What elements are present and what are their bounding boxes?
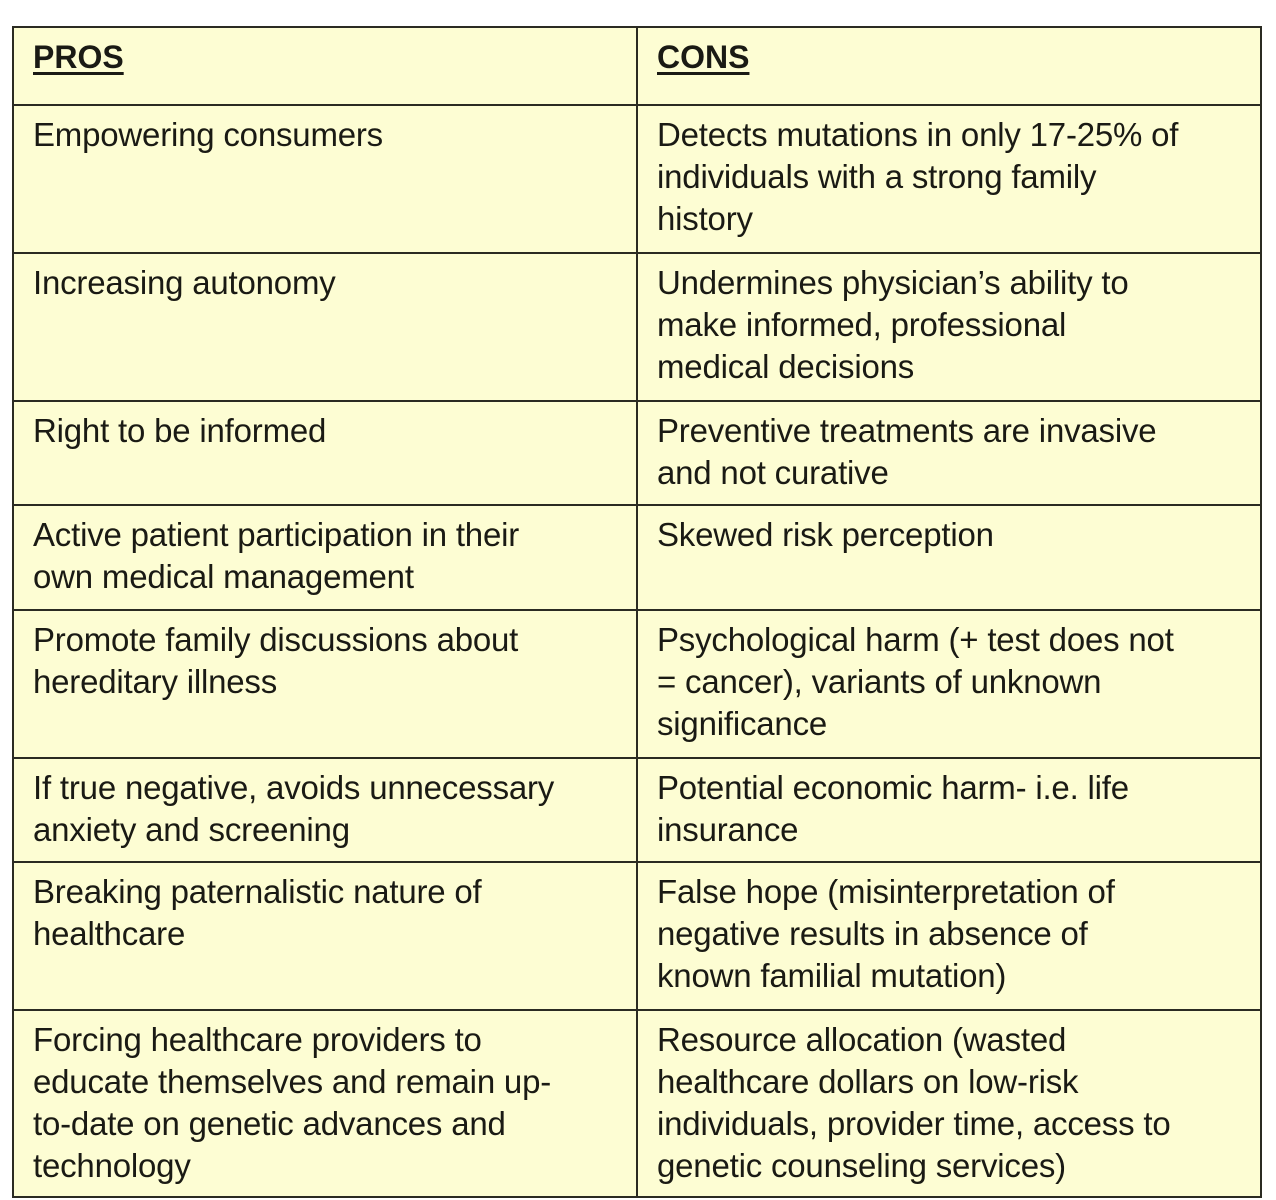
cons-text: Detects mutations in only 17-25% of (657, 116, 1179, 153)
cons-text: history (657, 200, 753, 237)
cons-cell (638, 506, 1260, 609)
pros-cell (14, 402, 638, 504)
pros-text: Active patient participation in their (33, 516, 520, 553)
cons-cell (638, 254, 1260, 400)
pros-text: hereditary illness (33, 663, 278, 700)
cons-text: medical decisions (657, 348, 915, 385)
cons-cell (638, 106, 1260, 252)
cons-text: = cancer), variants of unknown (657, 663, 1102, 700)
pros-cell (14, 863, 638, 1009)
pros-cell (14, 759, 638, 861)
cons-text: False hope (misinterpretation of (657, 873, 1115, 910)
cons-text: individuals, provider time, access to (657, 1105, 1171, 1142)
pros-cell (14, 106, 638, 252)
cons-cell (638, 402, 1260, 504)
table-row (14, 759, 1260, 863)
pros-cell (14, 254, 638, 400)
cons-text: Skewed risk perception (657, 516, 994, 553)
pros-text: Promote family discussions about (33, 621, 519, 658)
pros-heading: PROS (33, 39, 124, 75)
cons-cell (638, 611, 1260, 757)
pros-cell (14, 506, 638, 609)
cons-text: negative results in absence of (657, 915, 1088, 952)
pros-text: to-date on genetic advances and (33, 1105, 506, 1142)
table-row (14, 506, 1260, 611)
cons-text: and not curative (657, 454, 889, 491)
pros-text: If true negative, avoids unnecessary (33, 769, 555, 806)
pros-text: anxiety and screening (33, 811, 350, 848)
cons-text: make informed, professional (657, 306, 1067, 343)
pros-cons-table (12, 26, 1262, 1198)
pros-cell (14, 1011, 638, 1196)
cons-text: healthcare dollars on low-risk (657, 1063, 1079, 1100)
table-row (14, 1011, 1260, 1196)
table-row (14, 863, 1260, 1011)
cons-text: Preventive treatments are invasive (657, 412, 1157, 449)
pros-text: healthcare (33, 915, 186, 952)
pros-text: Increasing autonomy (33, 264, 336, 301)
pros-cell (14, 611, 638, 757)
cons-text: insurance (657, 811, 799, 848)
table-row (14, 402, 1260, 506)
cons-text: known familial mutation) (657, 957, 1007, 994)
table-row (14, 611, 1260, 759)
pros-text: Right to be informed (33, 412, 327, 449)
cons-cell (638, 759, 1260, 861)
pros-text: Breaking paternalistic nature of (33, 873, 482, 910)
cons-text: individuals with a strong family (657, 158, 1097, 195)
pros-text: educate themselves and remain up- (33, 1063, 552, 1100)
cons-heading: CONS (657, 39, 750, 75)
cons-cell (638, 1011, 1260, 1196)
pros-text: own medical management (33, 558, 414, 595)
table-row (14, 254, 1260, 402)
table-row (14, 106, 1260, 254)
pros-text: Forcing healthcare providers to (33, 1021, 482, 1058)
cons-text: Resource allocation (wasted (657, 1021, 1067, 1058)
cons-text: Psychological harm (+ test does not (657, 621, 1174, 658)
cons-text: Undermines physician’s ability to (657, 264, 1129, 301)
pros-text: technology (33, 1147, 191, 1184)
cons-text: genetic counseling services) (657, 1147, 1066, 1184)
header-cell-cons (638, 28, 1260, 104)
header-row (14, 28, 1260, 106)
cons-cell (638, 863, 1260, 1009)
pros-text: Empowering consumers (33, 116, 383, 153)
header-cell-pros (14, 28, 638, 104)
cons-text: significance (657, 705, 828, 742)
cons-text: Potential economic harm- i.e. life (657, 769, 1129, 806)
